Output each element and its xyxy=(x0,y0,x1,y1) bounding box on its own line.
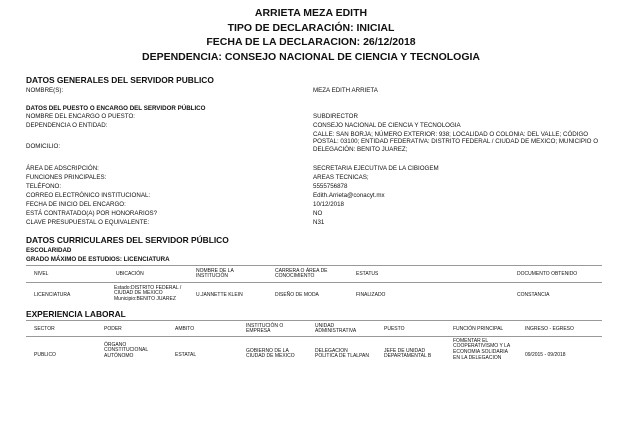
position-row xyxy=(0,113,622,122)
schooling-heading: ESCOLARIDAD xyxy=(26,246,72,254)
exp-header-function: FUNCIÓN PRINCIPAL xyxy=(453,325,504,332)
edu-header-location: UBICACIÓN xyxy=(116,270,144,277)
exp-header-sector: SECTOR xyxy=(34,325,55,332)
edu-document: CONSTANCIA xyxy=(517,291,550,298)
name-row xyxy=(0,87,622,97)
budget-key-row xyxy=(0,219,622,228)
address-label: DOMICILIO: xyxy=(26,142,61,150)
functions-label: FUNCIONES PRINCIPALES: xyxy=(26,173,107,181)
functions-row xyxy=(0,174,622,183)
document-header xyxy=(0,0,622,64)
exp-institution: GOBIERNO DE LA CIUDAD DE MEXICO xyxy=(246,347,295,360)
position-rows xyxy=(0,113,622,228)
exp-unit: DELEGACION POLITICA DE TLALPAN xyxy=(315,347,370,360)
email-label: CORREO ELECTRÓNICO INSTITUCIONAL: xyxy=(26,191,151,199)
exp-sector: PUBLICO xyxy=(34,351,56,358)
exp-power: ÓRGANO CONSTITUCIONAL AUTÓNOMO xyxy=(104,341,148,360)
dependency-title: DEPENDENCIA: CONSEJO NACIONAL DE CIENCIA Y TECNOLOGIA xyxy=(142,50,480,63)
exp-header-dates: INGRESO - EGRESO xyxy=(525,325,574,332)
dependency-row xyxy=(0,122,622,131)
edu-institution: U.JANNETTE KLEIN xyxy=(196,291,243,298)
exp-function: FOMENTAR EL COOPERATIVISMO Y LA ECONOMIA SOLIDARIA EN LA DELEGACION xyxy=(453,337,510,361)
table-divider xyxy=(26,265,602,266)
area-value: SECRETARIA EJECUTIVA DE LA CIBIOGEM xyxy=(313,164,439,172)
name-label: NOMBRE(S): xyxy=(26,87,64,94)
phone-label: TELÉFONO: xyxy=(26,182,62,190)
position-data-heading: DATOS DEL PUESTO O ENCARGO DEL SERVIDOR PÚBLICO xyxy=(26,105,206,112)
general-data-heading: DATOS GENERALES DEL SERVIDOR PUBLICO xyxy=(26,75,214,85)
exp-dates: 09/2015 - 09/2018 xyxy=(525,351,566,358)
edu-header-status: ESTATUS xyxy=(356,270,379,277)
email-value: Edith.Arrieta@conacyt.mx xyxy=(313,191,385,199)
dependency-value: CONSEJO NACIONAL DE CIENCIA Y TECNOLOGIA xyxy=(313,121,461,129)
functions-value: AREAS TECNICAS; xyxy=(313,173,369,181)
phone-value: 5555756878 xyxy=(313,182,348,190)
edu-career: DISEÑO DE MODA xyxy=(275,291,319,298)
fees-label: ESTÁ CONTRATADO(A) POR HONORARIOS? xyxy=(26,209,158,217)
edu-header-document: DOCUMENTO OBTENIDO xyxy=(517,270,578,277)
curricular-data-heading: DATOS CURRICULARES DEL SERVIDOR PÚBLICO xyxy=(26,234,229,245)
work-experience-heading: EXPERIENCIA LABORAL xyxy=(26,308,126,319)
budget-key-value: N31 xyxy=(313,218,325,226)
exp-header-unit: UNIDAD ADMINISTRATIVA xyxy=(315,322,357,335)
exp-scope: ESTATAL xyxy=(175,351,197,358)
table-divider xyxy=(26,336,602,337)
area-label: ÁREA DE ADSCRIPCIÓN: xyxy=(26,164,99,172)
edu-status: FINALIZADO xyxy=(356,291,386,298)
name-value: MEZA EDITH ARRIETA xyxy=(313,87,378,94)
phone-row xyxy=(0,183,622,192)
table-divider xyxy=(26,282,602,283)
exp-header-scope: AMBITO xyxy=(175,325,195,332)
edu-location: Estado:DISTRITO FEDERAL / CIUDAD DE MEXICO Municipio:BENITO JUAREZ xyxy=(114,284,182,303)
declaration-date: FECHA DE LA DECLARACION: 26/12/2018 xyxy=(206,36,416,48)
budget-key-label: CLAVE PRESUPUESTAL O EQUIVALENTE: xyxy=(26,218,150,226)
exp-header-power: PODER xyxy=(104,325,122,332)
fees-row xyxy=(0,210,622,219)
declarant-name: ARRIETA MEZA EDITH xyxy=(254,7,368,19)
edu-header-career: CARRERA O ÁREA DE CONOCIMIENTO xyxy=(275,267,328,280)
exp-header-institution: INSTITUCIÓN O EMPRESA xyxy=(246,322,284,335)
edu-header-institution: NOMBRE DE LA INSTITUCIÓN xyxy=(196,267,234,280)
area-row xyxy=(0,165,622,174)
address-row xyxy=(0,131,622,165)
start-date-label: FECHA DE INICIO DEL ENCARGO: xyxy=(26,200,126,208)
table-divider xyxy=(26,320,602,321)
edu-level: LICENCIATURA xyxy=(34,291,71,298)
position-value: SUBDIRECTOR xyxy=(313,113,358,120)
address-value: CALLE: SAN BORJA; NÚMERO EXTERIOR: 938; LOCALIDAD O COLONIA: DEL VALLE; CÓDIGO POSTAL: 03100; ENTIDAD FEDERATIVA: DISTRITO FEDERAL / CIUDAD DE MEXICO; MUNICIPIO O DELEGACIÓN: BENITO JUAREZ; xyxy=(313,130,599,153)
dependency-label: DEPENDENCIA O ENTIDAD: xyxy=(26,121,108,129)
exp-header-position: PUESTO xyxy=(384,325,405,332)
position-label: NOMBRE DEL ENCARGO O PUESTO: xyxy=(26,113,135,120)
start-date-value: 10/12/2018 xyxy=(313,200,344,208)
start-date-row xyxy=(0,201,622,210)
declaration-type: TIPO DE DECLARACIÓN: INICIAL xyxy=(227,21,395,34)
experience-table xyxy=(0,319,622,379)
education-table xyxy=(0,264,622,308)
exp-position: JEFE DE UNIDAD DEPARTAMENTAL B xyxy=(384,347,432,360)
max-grade-heading: GRADO MÁXIMO DE ESTUDIOS: LICENCIATURA xyxy=(26,255,170,263)
fees-value: NO xyxy=(313,209,323,217)
email-row xyxy=(0,192,622,201)
edu-header-level: NIVEL xyxy=(34,270,49,277)
